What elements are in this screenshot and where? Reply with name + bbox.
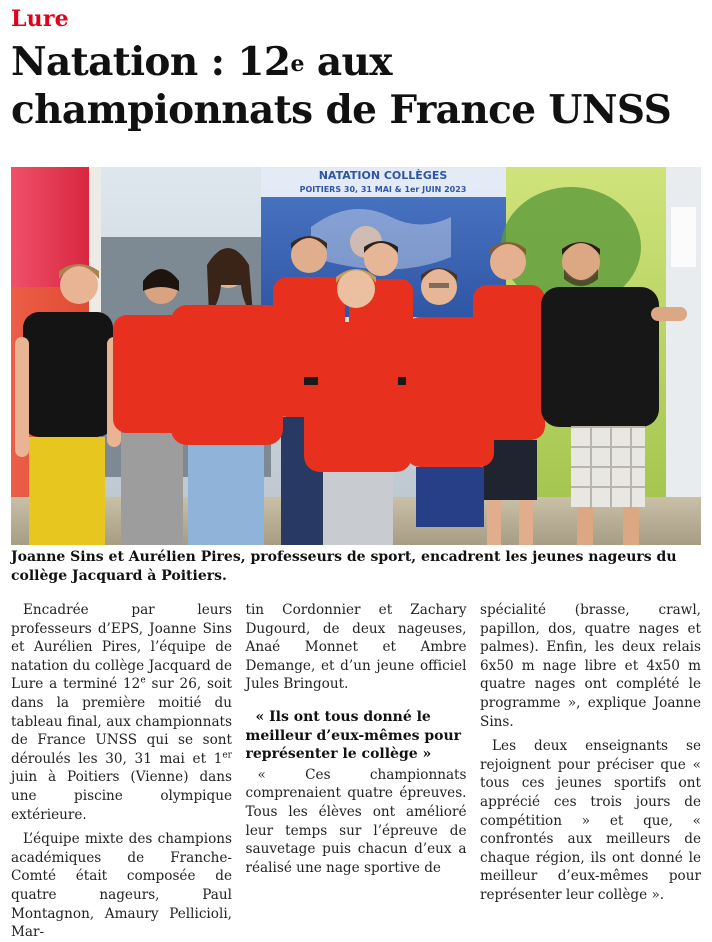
photo-caption: Joanne Sins et Aurélien Pires, professeurs de sport, encadrent les jeunes nageurs du collège Jacquard à Poitiers. [11, 549, 677, 584]
headline-ordinal: e [290, 51, 304, 77]
banner-title: NATATION COLLÈGES [318, 169, 448, 182]
article-paragraph: Les deux enseignants se rejoignent pour préciser que « tous ces jeunes sportifs ont apprécié ces trois jours de compétition » et que, « confrontés aux meilleurs de chaque région, ils ont donné le meilleur d’eux-mêmes pour représenter leur collège ». [480, 738, 701, 903]
headline-part2: aux championnats de France UNSS [11, 39, 672, 133]
ordinal-suffix: er [222, 750, 232, 761]
team-photo [11, 167, 701, 545]
article-paragraph: tin Cordonnier et Zachary Dugourd, de deux nageuses, Anaé Monnet et Ambre Demange, et d’un jeune officiel Jules Bringout. [245, 602, 467, 693]
article-paragraph: « Ces championnats comprenaient quatre épreuves. Tous les élèves ont amélioré leur temps sur l’épreuve de sauvetage puis chacun d’eux a réalisé une nage sportive de [245, 766, 467, 876]
text-run: Encadrée par leurs professeurs d’EPS, Joanne Sins et Aurélien Pires, l’équipe de natation du collège Jacquard de Lure a terminé 12 [11, 602, 232, 693]
article-paragraph [11, 601, 232, 824]
banner-subtitle: POITIERS 30, 31 MAI & 1er JUIN 2023 [299, 185, 467, 194]
article-paragraph: L’équipe mixte des champions académiques de Franche-Comté était composée de quatre nageurs, Paul Montagnon, Amaury Pellicioli, Mar- [11, 831, 232, 941]
text-run: sur 26, soit dans la première moitié du tableau final, aux championnats de France UNSS qui se sont déroulés les 30, 31 mai et 1 [11, 676, 232, 767]
article-column-1 [11, 601, 232, 941]
team-photo-illustration [11, 167, 701, 545]
headline-part1: Natation : 12 [11, 39, 291, 85]
section-label: Lure [11, 6, 69, 32]
ordinal-suffix: e [140, 675, 146, 686]
article-paragraph: spécialité (brasse, crawl, papillon, dos, quatre nages et palmes). Enfin, les deux relais 6x50 m nage libre et 4x50 m quatre nages ont complété le programme », explique Joanne Sins. [480, 602, 701, 730]
text-run: juin à Poitiers (Vienne) dans une piscine olympique extérieure. [11, 769, 232, 823]
headline [11, 38, 701, 134]
article-subheading: « Ils ont tous donné le meilleur d’eux-mêmes pour représenter le collège » [245, 708, 462, 763]
article-column-3 [480, 601, 701, 901]
article-body [11, 601, 701, 941]
article-column-2 [246, 601, 467, 901]
